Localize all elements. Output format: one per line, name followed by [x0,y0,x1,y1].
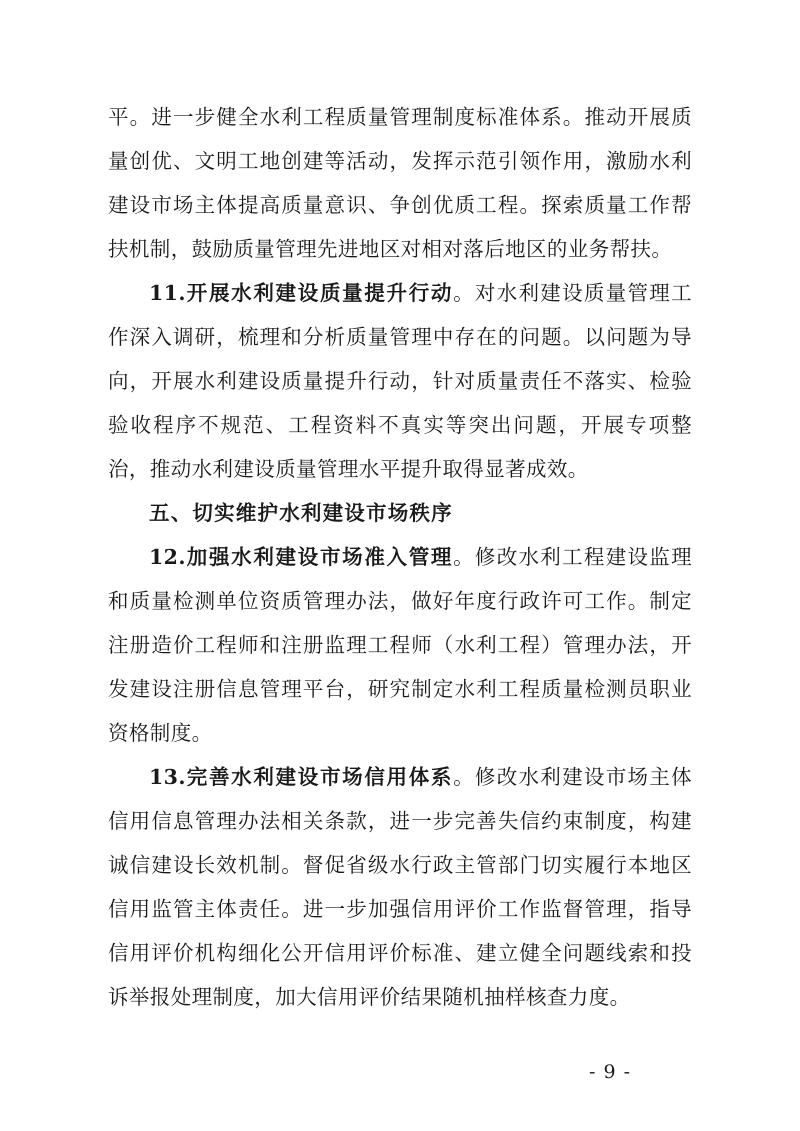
item-11-text: 对水利建设质量管理工作深入调研，梳理和分析质量管理中存在的问题。以问题为导向，开展水利建设质量提升行动，针对质量责任不落实、检验验收程序不规范、工程资料不真实等突出问题，开展专项整治，推动水利建设质量管理水平提升取得显著成效。 [108,281,692,481]
item-12-separator: 。 [453,545,475,569]
item-13-number: 13. [149,765,186,789]
page-number: - 9 - [588,1061,631,1083]
item-13-separator: 。 [453,765,475,789]
item-11-separator: 。 [453,281,475,305]
item-11-number: 11. [149,281,186,305]
section-heading-five-text: 五、切实维护水利建设市场秩序 [149,501,453,525]
item-12-number: 12. [149,545,186,569]
item-12-text: 修改水利工程建设监理和质量检测单位资质管理办法，做好年度行政许可工作。制定注册造价工程师和注册监理工程师（水利工程）管理办法，开发建设注册信息管理平台，研究制定水利工程质量检测员职业资格制度。 [108,545,692,745]
numbered-item-12 [108,535,692,755]
numbered-item-13 [108,755,692,1019]
item-13-text: 修改水利建设市场主体信用信息管理办法相关条款，进一步完善失信约束制度，构建诚信建设长效机制。督促省级水行政主管部门切实履行本地区信用监管主体责任。进一步加强信用评价工作监督管理，指导信用评价机构细化公开信用评价标准、建立健全问题线索和投诉举报处理制度，加大信用评价结果随机抽样核查力度。 [108,765,692,1009]
paragraph-continued-text: 平。进一步健全水利工程质量管理制度标准体系。推动开展质量创优、文明工地创建等活动，发挥示范引领作用，激励水利建设市场主体提高质量意识、争创优质工程。探索质量工作帮扶机制，鼓励质量管理先进地区对相对落后地区的业务帮扶。 [108,105,692,261]
numbered-item-11 [108,271,692,491]
section-heading-five [108,491,692,535]
item-12-heading: 加强水利建设市场准入管理 [185,545,454,569]
item-11-heading: 开展水利建设质量提升行动 [185,281,454,305]
page-body [108,95,692,1019]
item-13-heading: 完善水利建设市场信用体系 [185,765,454,789]
paragraph-continued [108,95,692,271]
